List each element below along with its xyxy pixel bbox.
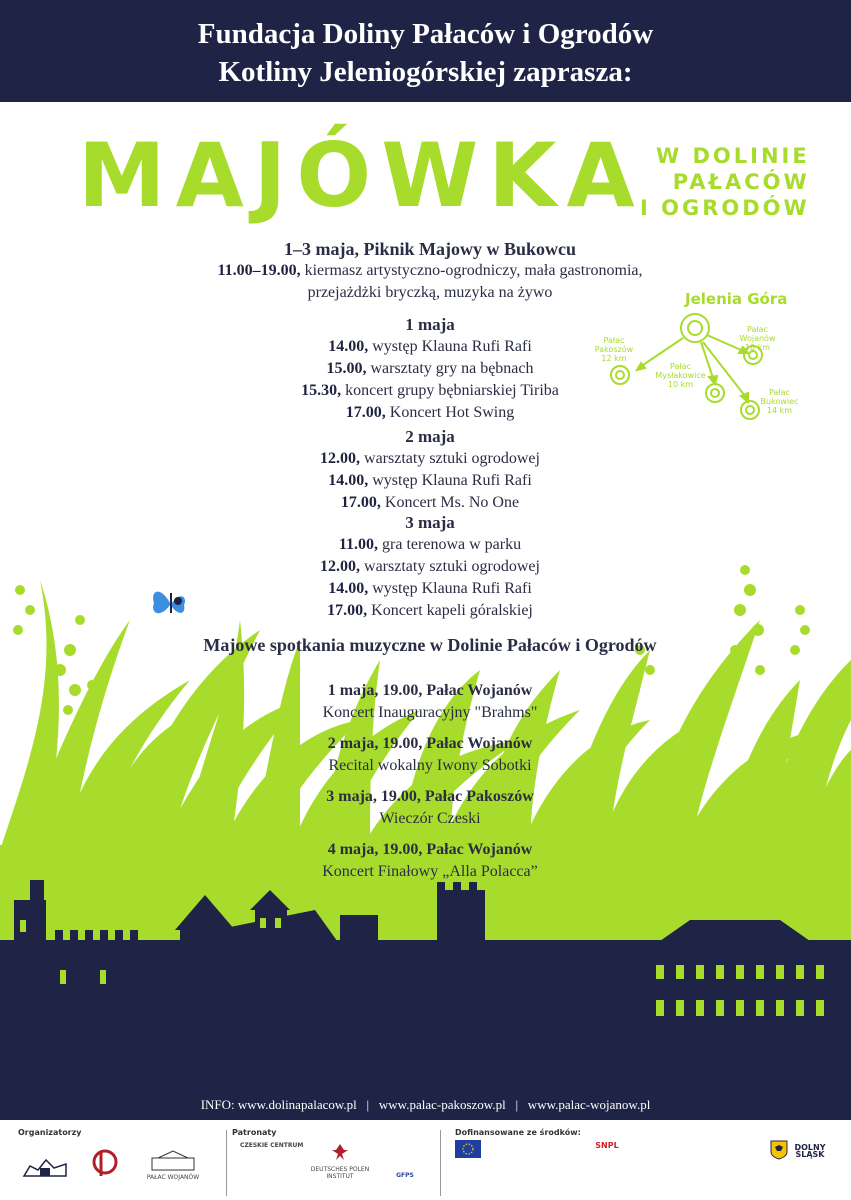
event-row [200, 534, 660, 556]
event-time: 17.00, [327, 602, 368, 619]
event-time: 12.00, [320, 450, 361, 467]
concert-when: 3 maja, 19.00, Pałac Pakoszów [326, 788, 534, 805]
eagle-emblem-icon [330, 1142, 350, 1162]
header-line-2: Kotliny Jeleniogórskiej zaprasza: [218, 56, 633, 88]
info-band [0, 1080, 851, 1120]
event-time: 17.00, [345, 404, 386, 421]
subtitle-line-1: W DOLINIE [656, 144, 810, 168]
subtitle-line-2: PAŁACÓW [672, 170, 810, 194]
map-place-dist: 10 km [667, 380, 694, 389]
picnic-desc-1: kiermasz artystyczno-ogrodniczy, mała gastronomia, [300, 262, 643, 279]
event-row [200, 448, 660, 470]
map-place-name: Pałac Wojanów [739, 325, 776, 343]
event-row [200, 470, 660, 492]
subtitle-line-3: I OGRODÓW [640, 196, 810, 220]
event-row [200, 578, 660, 600]
music-section [120, 634, 740, 656]
concert-item [200, 733, 660, 777]
dolny-slask-label: DOLNY ŚLĄSK [794, 1143, 826, 1159]
day-2-section [200, 426, 660, 514]
event-row [200, 556, 660, 578]
event-text: występ Klauna Rufi Rafi [368, 338, 532, 355]
event-text: Koncert Hot Swing [385, 404, 515, 421]
concert-item [200, 786, 660, 830]
day-3-title: 3 maja [405, 513, 455, 532]
event-text: warsztaty sztuki ogrodowej [360, 450, 540, 467]
header-line-1: Fundacja Doliny Pałaców i Ogrodów [197, 18, 654, 50]
route-map [585, 290, 815, 430]
subtitle [640, 143, 810, 221]
picnic-time: 11.00–19.00, [217, 262, 301, 279]
divider [440, 1130, 441, 1196]
event-row [200, 492, 660, 514]
map-place-bukowiec [757, 388, 802, 415]
event-text: gra terenowa w parku [378, 536, 522, 553]
event-time: 15.00, [326, 360, 367, 377]
gfps-logo: GFPS [396, 1172, 414, 1179]
event-text: Koncert Ms. No One [380, 494, 520, 511]
picnic-desc-line-2: przejażdżki bryczką, muzyka na żywo [307, 284, 553, 301]
event-time: 17.00, [340, 494, 381, 511]
divider [226, 1130, 227, 1196]
concert-when: 2 maja, 19.00, Pałac Wojanów [327, 735, 533, 752]
concert-what: Wieczór Czeski [379, 810, 481, 827]
map-place-pakoszow [589, 336, 639, 363]
event-time: 14.00, [328, 580, 369, 597]
event-text: Koncert kapeli góralskiej [367, 602, 533, 619]
day-1-title: 1 maja [405, 315, 455, 334]
wojanow-palace-logo [148, 1150, 198, 1172]
butterfly-icon [150, 583, 192, 623]
map-place-dist: 10 km [744, 343, 771, 352]
funding-label: Dofinansowane ze środków: [455, 1128, 581, 1137]
map-place-dist: 14 km [766, 406, 793, 415]
picnic-title: 1–3 maja, Piknik Majowy w Bukowcu [283, 239, 577, 259]
organizers-label: Organizatorzy [18, 1128, 82, 1137]
map-place-dist: 12 km [601, 354, 627, 363]
concert-what: Recital wokalny Iwony Sobotki [328, 757, 532, 774]
picnic-desc-line-1 [200, 260, 660, 282]
event-text: warsztaty gry na bębnach [366, 360, 534, 377]
concert-when: 4 maja, 19.00, Pałac Wojanów [327, 841, 533, 858]
sponsors-strip [0, 1120, 851, 1200]
event-time: 15.30, [301, 382, 342, 399]
eu-flag-icon [455, 1140, 481, 1158]
main-title: MAJÓWKA [78, 124, 645, 227]
day-2-title: 2 maja [405, 427, 455, 446]
event-time: 14.00, [328, 338, 369, 355]
map-place-name: Pałac Mysłakowice [655, 362, 706, 380]
concert-item [200, 680, 660, 724]
concert-list [200, 680, 660, 883]
map-place-wojanow [735, 325, 780, 352]
patrons-label: Patronaty [232, 1128, 277, 1137]
snpl-logo: SNPL [595, 1141, 619, 1150]
dolny-slask-crest-icon [770, 1140, 788, 1160]
map-place-name: Pałac Pakoszów [594, 336, 634, 354]
map-place-myslakowice [653, 362, 708, 389]
concert-what: Koncert Inauguracyjny "Brahms" [322, 704, 538, 721]
event-text: koncert grupy bębniarskiej Tiriba [341, 382, 559, 399]
wojanow-palace-label: PAŁAC WOJANÓW [146, 1174, 200, 1181]
day-3-section [200, 512, 660, 622]
event-text: występ Klauna Rufi Rafi [368, 472, 532, 489]
map-city-label: Jelenia Góra [685, 290, 788, 308]
event-text: występ Klauna Rufi Rafi [368, 580, 532, 597]
concert-item [200, 839, 660, 883]
pakoszow-logo [90, 1146, 120, 1186]
event-row [200, 600, 660, 622]
concert-when: 1 maja, 19.00, Pałac Wojanów [327, 682, 533, 699]
event-time: 12.00, [320, 558, 361, 575]
foundation-logo [20, 1152, 70, 1182]
event-time: 11.00, [338, 536, 379, 553]
music-title: Majowe spotkania muzyczne w Dolinie Pałaców i Ogrodów [203, 635, 657, 655]
header-banner [0, 0, 851, 102]
czech-centre-logo: CZESKIE CENTRUM [240, 1142, 304, 1149]
event-time: 14.00, [328, 472, 369, 489]
info-links: INFO: www.dolinapalacow.pl | www.palac-pakoszow.pl | www.palac-wojanow.pl [200, 1097, 651, 1112]
polen-institut-logo: DEUTSCHES POLEN INSTITUT [310, 1166, 370, 1180]
map-place-name: Pałac Bukowiec [760, 388, 799, 406]
event-text: warsztaty sztuki ogrodowej [360, 558, 540, 575]
concert-what: Koncert Finałowy „Alla Polacca” [322, 863, 538, 880]
